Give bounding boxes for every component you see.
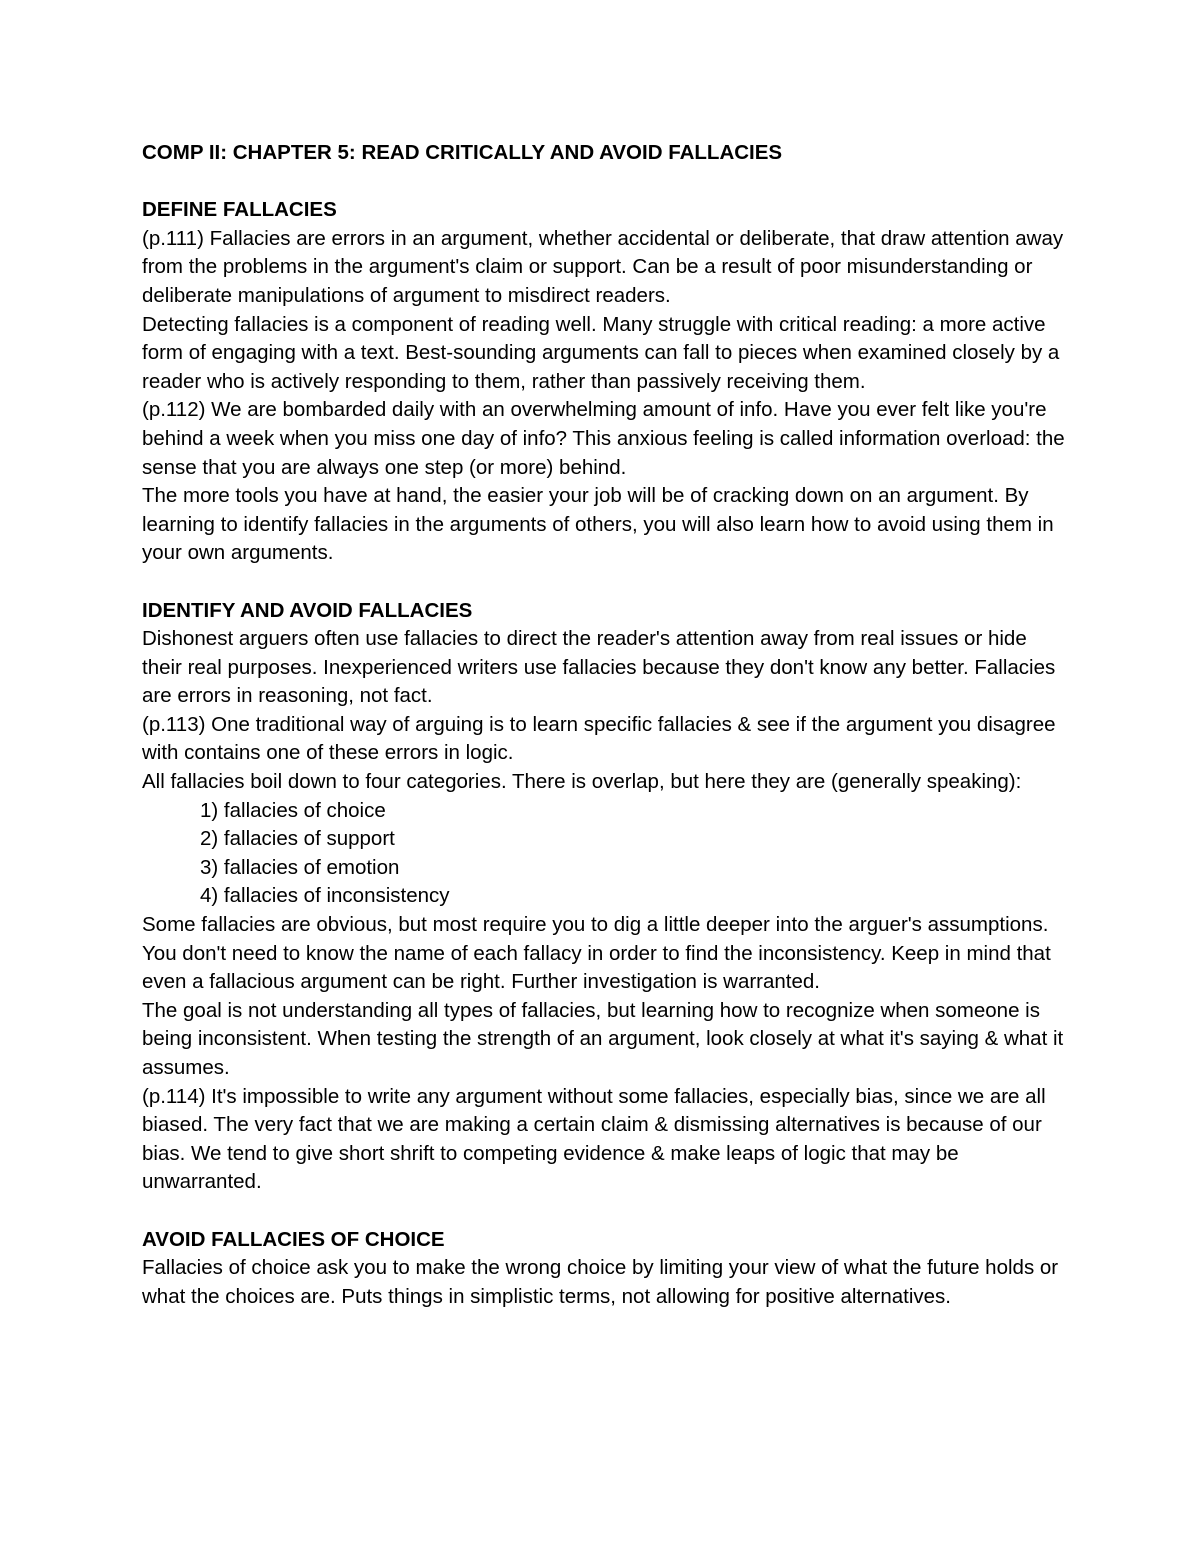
paragraph: (p.112) We are bombarded daily with an overwhelming amount of info. Have you ever felt like you're behind a week when you miss one day of info? This anxious feeling is called information overload: the sense that you are always one step (or more) behind. [142, 398, 1065, 479]
paragraph: (p.111) Fallacies are errors in an argument, whether accidental or deliberate, that draw attention away from the problems in the argument's claim or support. Can be a result of poor misunderstanding or deliberate manipulations of argument to misdirect readers. [142, 226, 1064, 307]
list-item: 2) fallacies of support [200, 827, 395, 851]
list-item: 1) fallacies of choice [200, 798, 386, 822]
paragraph: (p.113) One traditional way of arguing is to learn specific fallacies & see if the argument you disagree with contains one of these errors in logic. [142, 712, 1056, 765]
section-identify-and-avoid-fallacies [142, 597, 1072, 1197]
section-avoid-fallacies-of-choice [142, 1226, 1072, 1312]
paragraph: Some fallacies are obvious, but most require you to dig a little deeper into the arguer's assumptions. You don't need to know the name of each fallacy in order to find the inconsistency. Keep in mind that even a fallacious argument can be right. Further investigation is warranted. [142, 913, 1051, 994]
section-heading: IDENTIFY AND AVOID FALLACIES [142, 598, 473, 622]
paragraph: Detecting fallacies is a component of reading well. Many struggle with critical reading: a more active form of engaging with a text. Best-sounding arguments can fall to pieces when examined closely by a reader who is actively responding to them, rather than passively receiving them. [142, 312, 1060, 393]
paragraph: The goal is not understanding all types of fallacies, but learning how to recognize when someone is being inconsistent. When testing the strength of an argument, look closely at what it's saying & what it assumes. [142, 998, 1064, 1079]
list-item: 3) fallacies of emotion [200, 855, 400, 879]
section-heading: DEFINE FALLACIES [142, 198, 337, 222]
section-heading: AVOID FALLACIES OF CHOICE [142, 1227, 445, 1251]
paragraph: Fallacies of choice ask you to make the wrong choice by limiting your view of what the future holds or what the choices are. Puts things in simplistic terms, not allowing for positive alternatives. [142, 1256, 1059, 1308]
paragraph: All fallacies boil down to four categories. There is overlap, but here they are (generally speaking): [142, 770, 1022, 794]
section-define-fallacies [142, 196, 1072, 568]
paragraph: (p.114) It's impossible to write any argument without some fallacies, especially bias, since we are all biased. The very fact that we are making a certain claim & dismissing alternatives is because of our bias. We tend to give short shrift to competing evidence & make leaps of logic that may be unwarranted. [142, 1084, 1046, 1194]
paragraph: Dishonest arguers often use fallacies to direct the reader's attention away from real issues or hide their real purposes. Inexperienced writers use fallacies because they don't know any better. Fallacies are errors in reasoning, not fact. [142, 627, 1056, 708]
document-title: COMP II: CHAPTER 5: READ CRITICALLY AND AVOID FALLACIES [142, 141, 783, 164]
document-page [142, 139, 1072, 1340]
list-item: 4) fallacies of inconsistency [200, 884, 450, 908]
fallacy-categories-list [142, 797, 1072, 911]
paragraph: The more tools you have at hand, the easier your job will be of cracking down on an argument. By learning to identify fallacies in the arguments of others, you will also learn how to avoid using them in your own arguments. [142, 484, 1054, 565]
